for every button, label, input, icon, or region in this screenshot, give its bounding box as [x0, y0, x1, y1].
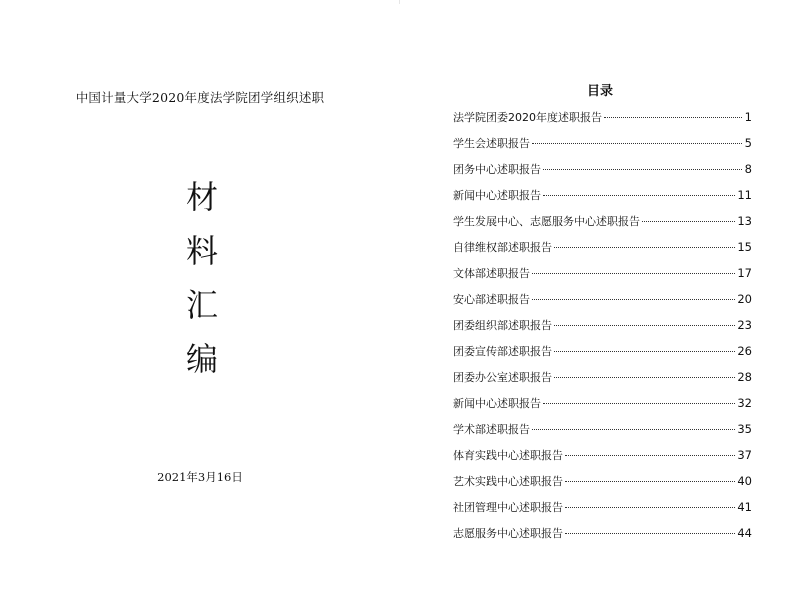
cover-title-char: 编: [185, 340, 218, 378]
toc-heading: 目录: [586, 84, 613, 99]
toc-entry-title: 学生会述职报告: [453, 137, 530, 150]
toc-dot-leader: [554, 377, 735, 378]
toc-dot-leader: [565, 481, 735, 482]
toc-dot-leader: [565, 507, 735, 508]
toc-entry[interactable]: [453, 182, 752, 208]
toc-entry-title: 法学院团委2020年度述职报告: [453, 111, 602, 124]
toc-dot-leader: [642, 221, 735, 222]
toc-entry[interactable]: [453, 104, 752, 130]
toc-dot-leader: [565, 455, 735, 456]
toc-entry-page: 41: [737, 500, 752, 514]
toc-entry[interactable]: [453, 234, 752, 260]
toc-entry-title: 新闻中心述职报告: [453, 189, 541, 202]
toc-entry-title: 新闻中心述职报告: [453, 397, 541, 410]
toc-entry-page: 8: [744, 162, 752, 176]
toc-entry-page: 5: [744, 136, 752, 150]
toc-entry-title: 自律维权部述职报告: [453, 241, 552, 254]
toc-dot-leader: [565, 533, 735, 534]
cover-date: 2021年3月16日: [157, 470, 243, 484]
toc-entry[interactable]: [453, 390, 752, 416]
toc-entry-title: 艺术实践中心述职报告: [453, 475, 563, 488]
toc-entry[interactable]: [453, 494, 752, 520]
toc-entry[interactable]: [453, 442, 752, 468]
toc-entry-page: 15: [737, 240, 752, 254]
toc-entry[interactable]: [453, 260, 752, 286]
toc-dot-leader: [543, 403, 735, 404]
toc-list: [453, 104, 752, 546]
toc-entry[interactable]: [453, 338, 752, 364]
toc-entry-page: 28: [737, 370, 752, 384]
toc-entry-page: 11: [737, 188, 752, 202]
toc-entry-title: 团务中心述职报告: [453, 163, 541, 176]
toc-entry[interactable]: [453, 364, 752, 390]
cover-title-char: 汇: [185, 286, 218, 324]
toc-entry-page: 40: [737, 474, 752, 488]
toc-entry-page: 35: [737, 422, 752, 436]
toc-dot-leader: [554, 247, 735, 248]
toc-entry[interactable]: [453, 208, 752, 234]
toc-dot-leader: [604, 117, 742, 118]
toc-entry-title: 团委办公室述职报告: [453, 371, 552, 384]
toc-entry-page: 44: [737, 526, 752, 540]
toc-entry-page: 37: [737, 448, 752, 462]
toc-dot-leader: [532, 299, 735, 300]
toc-entry-title: 学术部述职报告: [453, 423, 530, 436]
toc-entry-title: 团委宣传部述职报告: [453, 345, 552, 358]
toc-entry[interactable]: [453, 468, 752, 494]
toc-dot-leader: [554, 351, 735, 352]
toc-entry-title: 社团管理中心述职报告: [453, 501, 563, 514]
toc-dot-leader: [532, 273, 735, 274]
toc-dot-leader: [543, 169, 742, 170]
toc-entry-page: 1: [744, 110, 752, 124]
toc-entry-title: 安心部述职报告: [453, 293, 530, 306]
toc-entry-title: 学生发展中心、志愿服务中心述职报告: [453, 215, 640, 228]
toc-dot-leader: [554, 325, 735, 326]
cover-title: [180, 170, 224, 386]
toc-entry-title: 团委组织部述职报告: [453, 319, 552, 332]
toc-entry-page: 20: [737, 292, 752, 306]
toc-entry-page: 17: [737, 266, 752, 280]
toc-dot-leader: [532, 429, 735, 430]
toc-entry[interactable]: [453, 156, 752, 182]
cover-title-char: 材: [185, 178, 218, 216]
toc-entry-page: 23: [737, 318, 752, 332]
toc-entry[interactable]: [453, 416, 752, 442]
toc-entry-page: 32: [737, 396, 752, 410]
toc-entry[interactable]: [453, 286, 752, 312]
toc-entry[interactable]: [453, 520, 752, 546]
toc-entry-page: 26: [737, 344, 752, 358]
toc-entry[interactable]: [453, 312, 752, 338]
toc-entry-page: 13: [737, 214, 752, 228]
toc-entry[interactable]: [453, 130, 752, 156]
toc-entry-title: 体育实践中心述职报告: [453, 449, 563, 462]
toc-entry-title: 文体部述职报告: [453, 267, 530, 280]
toc-dot-leader: [543, 195, 735, 196]
cover-title-char: 料: [185, 232, 218, 270]
toc-entry-title: 志愿服务中心述职报告: [453, 527, 563, 540]
toc-dot-leader: [532, 143, 742, 144]
cover-header: 中国计量大学2020年度法学院团学组织述职: [75, 90, 325, 105]
